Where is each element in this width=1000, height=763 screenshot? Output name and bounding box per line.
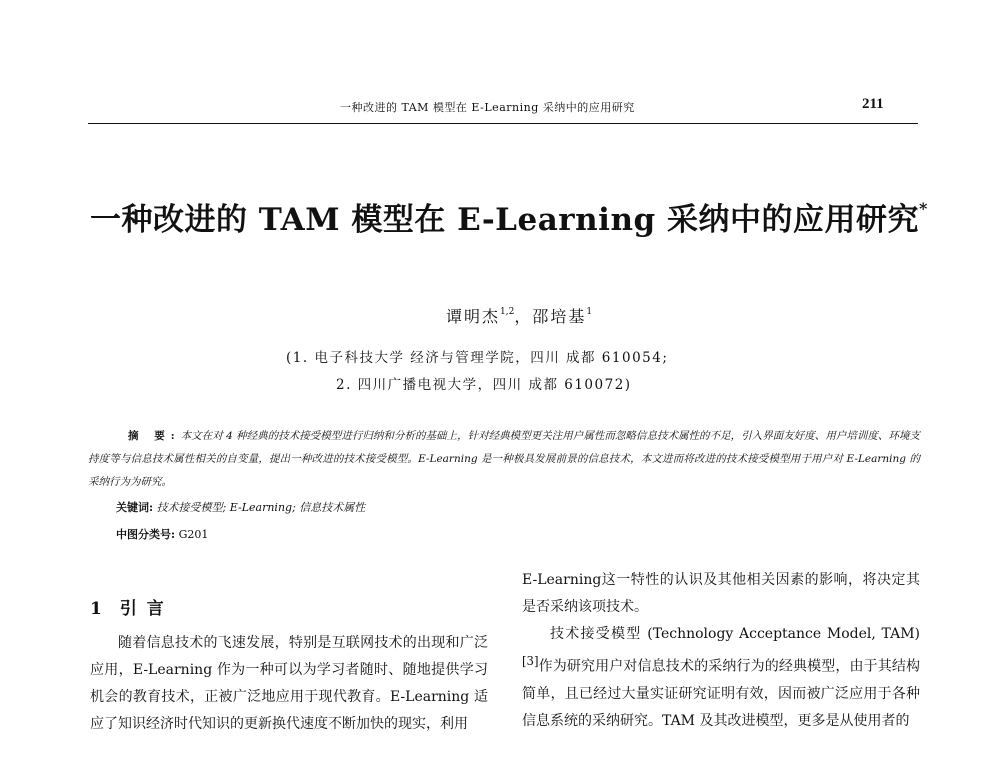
affiliation-2: 2. 四川广播电视大学，四川 成都 610072) bbox=[336, 377, 632, 393]
section-title: 引 言 bbox=[119, 599, 166, 619]
classification-code: G201 bbox=[178, 528, 209, 541]
title-text: 一种改进的 TAM 模型在 E-Learning 采纳中的应用研究 bbox=[90, 202, 919, 238]
author-name: 邵培基 bbox=[532, 307, 587, 326]
author-separator: ， bbox=[514, 307, 533, 326]
author-affil-mark: 1 bbox=[586, 307, 593, 317]
citation-mark: [3] bbox=[522, 654, 539, 668]
keywords-label: 关键词: bbox=[116, 501, 154, 514]
author-name: 谭明杰 bbox=[446, 307, 501, 326]
header-rule bbox=[88, 123, 918, 124]
body-column-right bbox=[522, 567, 920, 735]
keywords-text: 技术接受模型; E-Learning; 信息技术属性 bbox=[156, 501, 366, 514]
section-number: 1 bbox=[90, 599, 104, 619]
abstract bbox=[88, 425, 920, 494]
affiliation-1: (1. 电子科技大学 经济与管理学院，四川 成都 610054; bbox=[286, 350, 669, 366]
tam-text-a: 技术接受模型 (Technology Acceptance Model, TAM) bbox=[550, 626, 920, 642]
tam-text-b: 作为研究用户对信息技术的采纳行为的经典模型，由于其结构简单，且已经过大量实证研究证明有效，因而被广泛应用于各种信息系统的采纳研究。TAM 及其改进模型，更多是从使用者的 bbox=[522, 658, 920, 729]
section-heading bbox=[90, 594, 166, 619]
author-line bbox=[446, 304, 592, 327]
body-paragraph-left: 随着信息技术的飞速发展，特别是互联网技术的出现和广泛应用，E-Learning 作为一种可以为学习者随时、随地提供学习机会的教育技术，正被广泛地应用于现代教育。E-Learning 适应了知识经济时代知识的更新换代速度不断加快的现实，利用 bbox=[90, 635, 488, 732]
article-title bbox=[90, 194, 928, 239]
classification-label: 中图分类号: bbox=[116, 528, 176, 541]
body-paragraph-continued: E-Learning这一特性的认识及其他相关因素的影响，将决定其是否采纳该项技术。 bbox=[522, 572, 920, 615]
keywords bbox=[116, 499, 365, 515]
abstract-text: 本文在对 4 种经典的技术接受模型进行归纳和分析的基础上，针对经典模型更关注用户属性而忽略信息技术属性的不足，引入界面友好度、用户培训度、环境支持度等与信息技术属性相关的自变量，提出一种改进的技术接受模型。E-Learning 是一种极具发展前景的信息技术，本文进而将改进的技术接受模型用于用户对 E-Learning 的采纳行为为研究。 bbox=[88, 430, 920, 488]
body-paragraph-tam bbox=[522, 621, 920, 735]
classification bbox=[116, 526, 208, 542]
abstract-label: 摘 要: bbox=[128, 430, 181, 442]
author-affil-mark: 1,2 bbox=[500, 307, 515, 317]
title-footnote-mark: * bbox=[918, 199, 928, 218]
page-number: 211 bbox=[862, 96, 884, 112]
running-head: 一种改进的 TAM 模型在 E-Learning 采纳中的应用研究 bbox=[340, 101, 635, 114]
